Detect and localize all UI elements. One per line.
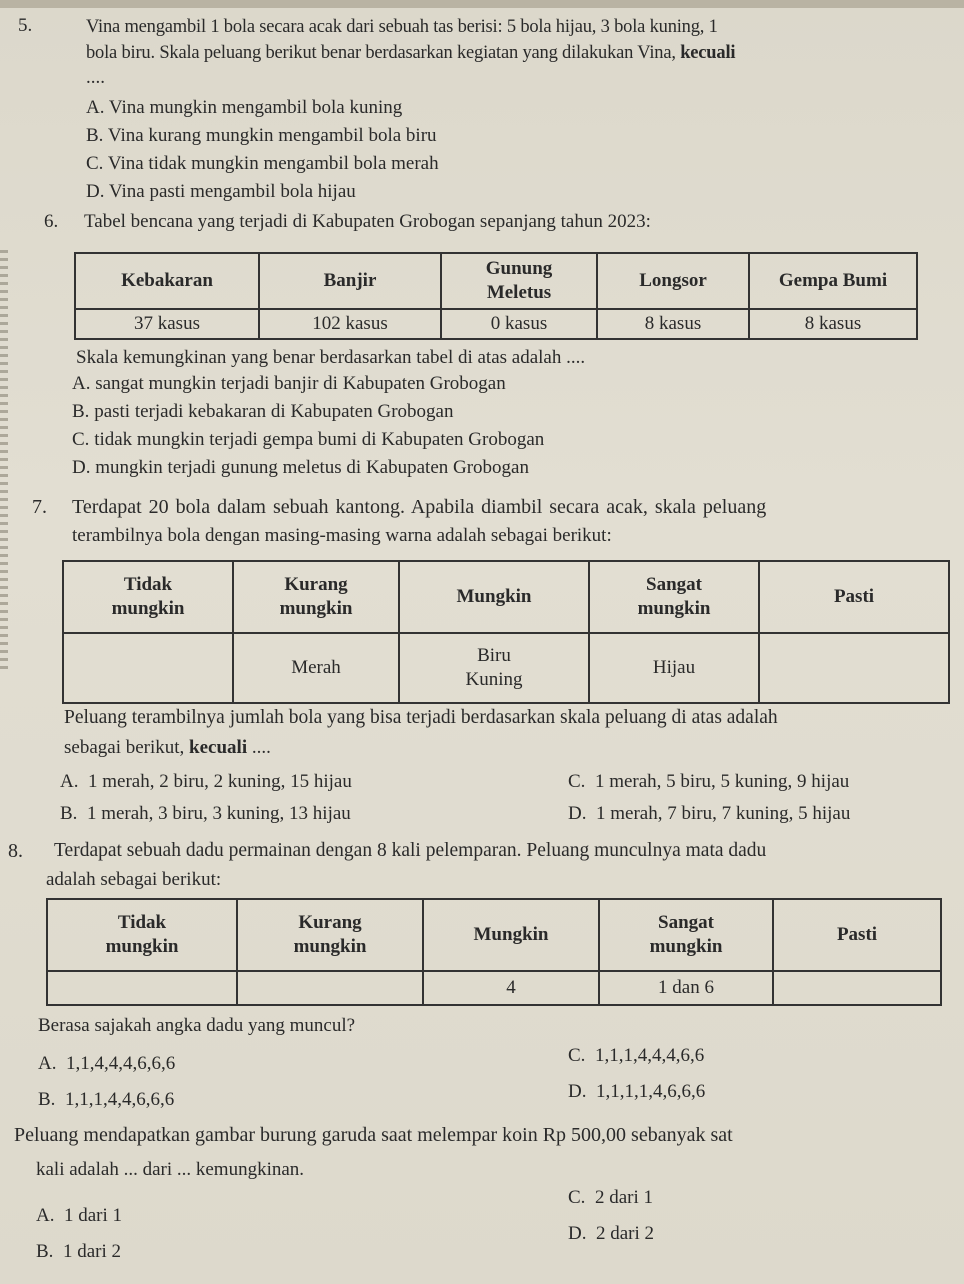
q7-cell: Hijau: [589, 633, 759, 703]
q7-text-line2: terambilnya bola dengan masing-masing warna adalah sebagai berikut:: [72, 525, 612, 546]
option-text: 1 dari 2: [62, 1241, 121, 1262]
q8-cell: 1 dan 6: [599, 971, 773, 1005]
option-text: Vina mungkin mengambil bola kuning: [108, 97, 403, 118]
q5-kecuali: kecuali: [680, 43, 736, 63]
q6-disaster-table: [74, 252, 918, 340]
q8-dice-scale-table: [46, 898, 942, 1006]
option-letter: B.: [60, 803, 78, 824]
option-letter: C.: [72, 429, 90, 450]
q7-cell: [63, 633, 233, 703]
option-text: 1 merah, 3 biru, 3 kuning, 13 hijau: [86, 803, 351, 824]
q8-text-line2: adalah sebagai berikut:: [46, 869, 222, 890]
q6-header-cell: Gempa Bumi: [749, 253, 917, 309]
q8-option-a: [38, 1052, 175, 1076]
option-text: 1,1,1,4,4,6,6,6: [64, 1089, 175, 1110]
option-letter: A.: [36, 1205, 55, 1226]
q7-option-d: [568, 802, 850, 826]
q5-ellipsis: ....: [86, 67, 105, 88]
q8-question: Berasa sajakah angka dadu yang muncul?: [38, 1015, 356, 1036]
q9-option-b: [36, 1240, 121, 1264]
option-letter: D.: [72, 457, 91, 478]
q6-option-b: [72, 400, 453, 424]
q6-header-cell: Banjir: [259, 253, 441, 309]
q8-number: 8.: [8, 840, 23, 862]
q7-header-cell: Sangat mungkin: [589, 561, 759, 633]
q7-header-cell: Tidak mungkin: [63, 561, 233, 633]
q7-header-cell: Kurang mungkin: [233, 561, 399, 633]
q9-option-d: [568, 1222, 654, 1246]
option-letter: B.: [72, 401, 90, 422]
option-letter: A.: [86, 97, 105, 118]
q5-option-a: [86, 96, 402, 120]
option-letter: C.: [568, 1187, 586, 1208]
option-text: 1 merah, 2 biru, 2 kuning, 15 hijau: [87, 771, 352, 792]
q7-probability-scale-table: [62, 560, 950, 704]
option-text: 1,1,1,1,4,6,6,6: [595, 1081, 706, 1102]
option-letter: A.: [72, 373, 91, 394]
q9-option-c: [568, 1186, 653, 1210]
option-letter: D.: [568, 803, 587, 824]
q5-text-line2a: bola biru. Skala peluang berikut benar berdasarkan kegiatan yang dilakukan Vina,: [86, 43, 681, 63]
option-letter: D.: [568, 1223, 587, 1244]
option-text: Vina pasti mengambil bola hijau: [108, 181, 356, 202]
q6-number: 6.: [44, 211, 59, 232]
option-letter: B.: [38, 1089, 56, 1110]
q6-header-cell: Gunung Meletus: [441, 253, 597, 309]
q7-question-line2: [64, 736, 271, 760]
option-letter: D.: [86, 181, 105, 202]
q7-question-text: sebagai berikut,: [64, 737, 190, 758]
option-text: sangat mungkin terjadi banjir di Kabupaten Grobogan: [95, 373, 506, 394]
option-letter: C.: [568, 1045, 586, 1066]
q8-option-c: [568, 1044, 704, 1068]
option-letter: B.: [36, 1241, 54, 1262]
q5-option-b: [86, 124, 437, 148]
q7-ellipsis: ....: [247, 737, 271, 758]
q7-cell: [759, 633, 949, 703]
option-text: tidak mungkin terjadi gempa bumi di Kabupaten Grobogan: [94, 429, 545, 450]
q5-text-line1: Vina mengambil 1 bola secara acak dari sebuah tas berisi: 5 bola hijau, 3 bola kuning, 1: [86, 17, 718, 37]
q7-number: 7.: [32, 496, 47, 518]
q5-number: 5.: [18, 15, 33, 36]
q7-cell: Merah: [233, 633, 399, 703]
q6-value-cell: 0 kasus: [441, 309, 597, 339]
option-letter: B.: [86, 125, 104, 146]
option-letter: A.: [38, 1053, 57, 1074]
q6-header-cell: Kebakaran: [75, 253, 259, 309]
page-top-edge: [0, 0, 964, 8]
q9-text-line2: kali adalah ... dari ... kemungkinan.: [36, 1159, 305, 1180]
q6-header-cell: Longsor: [597, 253, 749, 309]
option-text: pasti terjadi kebakaran di Kabupaten Grobogan: [94, 401, 454, 422]
q8-cell: 4: [423, 971, 599, 1005]
option-text: 1 dari 1: [63, 1205, 123, 1226]
option-text: 2 dari 2: [595, 1223, 655, 1244]
q6-intro: Tabel bencana yang terjadi di Kabupaten Grobogan sepanjang tahun 2023:: [84, 211, 651, 232]
q6-question: Skala kemungkinan yang benar berdasarkan tabel di atas adalah ....: [76, 347, 586, 368]
q6-value-cell: 37 kasus: [75, 309, 259, 339]
q8-text-line1: Terdapat sebuah dadu permainan dengan 8 kali pelemparan. Peluang munculnya mata dadu: [54, 840, 767, 861]
q7-option-c: [568, 770, 849, 794]
q8-header-cell: Pasti: [773, 899, 941, 971]
q8-option-b: [38, 1088, 174, 1112]
option-letter: D.: [568, 1081, 587, 1102]
q6-option-d: [72, 456, 529, 480]
q8-cell: [773, 971, 941, 1005]
q7-text-line1: Terdapat 20 bola dalam sebuah kantong. Apabila diambil secara acak, skala peluang: [72, 496, 767, 518]
q9-text-line1: Peluang mendapatkan gambar burung garuda saat melempar koin Rp 500,00 sebanyak sat: [14, 1124, 733, 1146]
q7-header-cell: Pasti: [759, 561, 949, 633]
option-text: 1 merah, 7 biru, 7 kuning, 5 hijau: [595, 803, 851, 824]
option-text: 1 merah, 5 biru, 5 kuning, 9 hijau: [594, 771, 850, 792]
q8-option-d: [568, 1080, 705, 1104]
option-text: 2 dari 1: [594, 1187, 653, 1208]
q7-option-b: [60, 802, 351, 826]
q5-option-c: [86, 152, 439, 176]
option-letter: C.: [568, 771, 586, 792]
q8-cell: [237, 971, 423, 1005]
q6-value-cell: 8 kasus: [597, 309, 749, 339]
option-text: Vina kurang mungkin mengambil bola biru: [107, 125, 437, 146]
q5-text-line2: [86, 41, 735, 65]
q7-cell: Biru Kuning: [399, 633, 589, 703]
binding-edge: [0, 250, 8, 670]
q5-option-d: [86, 180, 356, 204]
option-text: Vina tidak mungkin mengambil bola merah: [107, 153, 439, 174]
q8-header-cell: Mungkin: [423, 899, 599, 971]
q7-question-line1: Peluang terambilnya jumlah bola yang bisa terjadi berdasarkan skala peluang di atas adalah: [64, 707, 778, 728]
q8-cell: [47, 971, 237, 1005]
option-letter: C.: [86, 153, 104, 174]
option-text: mungkin terjadi gunung meletus di Kabupaten Grobogan: [95, 457, 529, 478]
q7-kecuali: kecuali: [189, 737, 248, 758]
q7-header-cell: Mungkin: [399, 561, 589, 633]
q6-value-cell: 102 kasus: [259, 309, 441, 339]
option-letter: A.: [60, 771, 79, 792]
option-text: 1,1,1,4,4,4,6,6: [594, 1045, 705, 1066]
q7-option-a: [60, 770, 352, 794]
q8-header-cell: Kurang mungkin: [237, 899, 423, 971]
q8-header-cell: Tidak mungkin: [47, 899, 237, 971]
option-text: 1,1,4,4,4,6,6,6: [65, 1053, 176, 1074]
q6-option-c: [72, 428, 544, 452]
q9-option-a: [36, 1204, 122, 1228]
q6-value-cell: 8 kasus: [749, 309, 917, 339]
q6-option-a: [72, 372, 506, 396]
q8-header-cell: Sangat mungkin: [599, 899, 773, 971]
